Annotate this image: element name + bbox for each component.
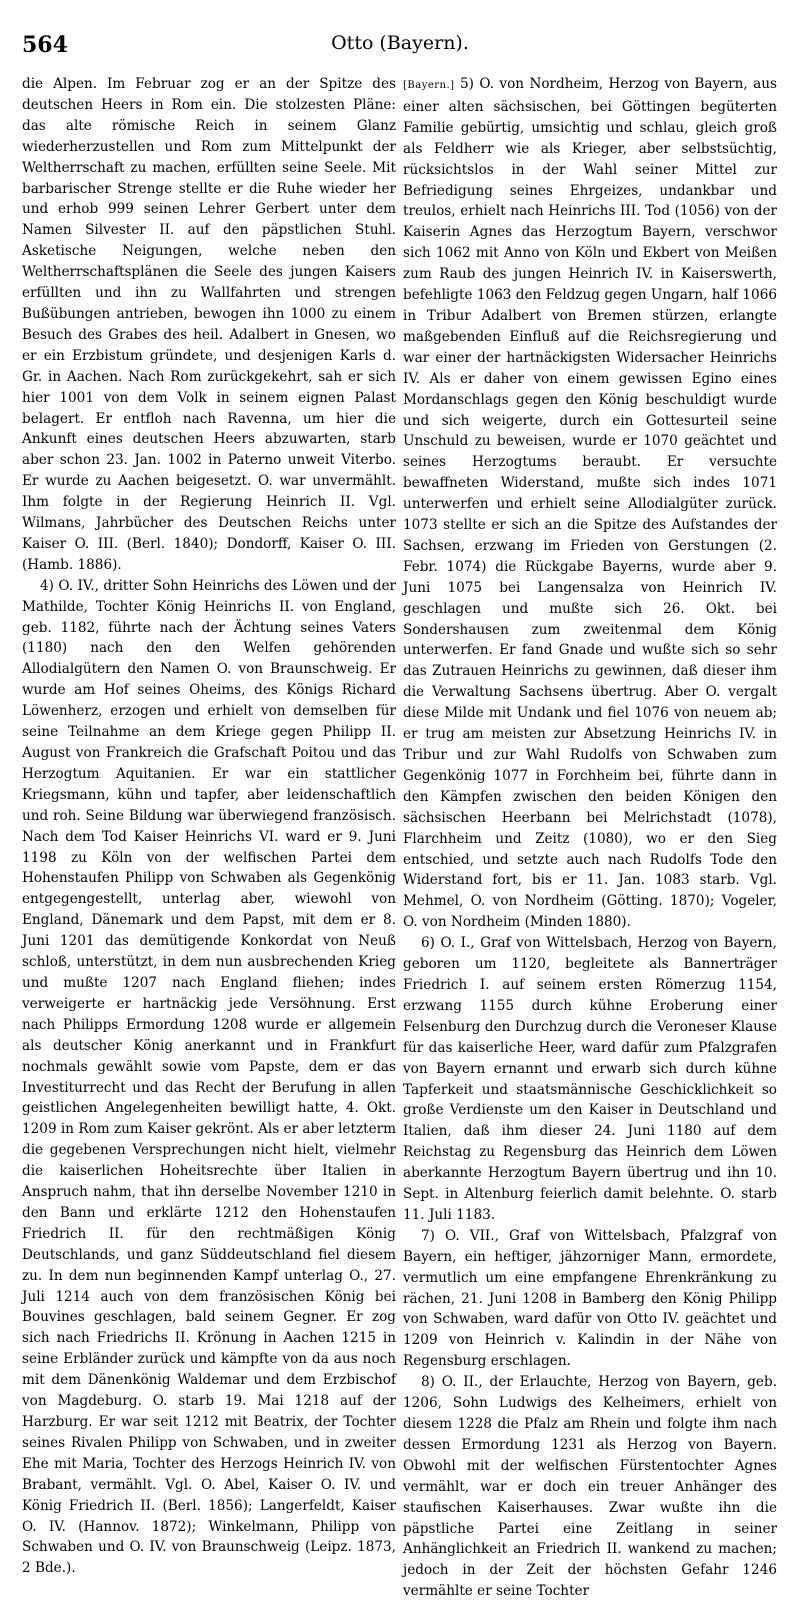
page-header xyxy=(22,32,778,62)
paragraph-otto-von-nordheim xyxy=(403,74,777,933)
margin-label-bayern: [Bayern.] xyxy=(403,80,455,91)
paragraph-otto-i-wittelsbach: 6) O. I., Graf von Wittelsbach, Herzog von Bayern, geboren um 1120, begleitete als Bannerträger Friedrich I. auf seinem ersten Römerzug 1154, erzwang 1155 durch kühne Eroberung einer Felsenburg den Durchzug durch die Veroneser Klause für das kaiserliche Heer, ward dafür zum Pfalzgrafen von Bayern ernannt und erwarb sich durch kühne Tapferkeit und staatsmännische Geschicklichkeit so große Verdienste um den Kaiser in Deutschland und Italien, daß ihm dieser 24. Juni 1180 auf dem Reichstag zu Regensburg das Heinrich dem Löwen aberkannte Herzogtum Bayern übertrug und ihn 10. Sept. in Altenburg feierlich damit belehnte. O. starb 11. Juli 1183. xyxy=(403,935,777,1223)
paragraph-otto-vii-wittelsbach: 7) O. VII., Graf von Wittelsbach, Pfalzgraf von Bayern, ein heftiger, jähzorniger Mann, ermordete, vermutlich um eine empfangene Ehrenkränkung zu rächen, 21. Juni 1208 in Bamberg den König Philipp von Schwaben, ward dafür von Otto IV. geächtet und 1209 von Heinrich v. Kalindin in der Nähe von Regensburg erschlagen. xyxy=(403,1227,777,1370)
paragraph-otto-iii-continued: die Alpen. Im Februar zog er an der Spitze des deutschen Heers in Rom ein. Die stolzesten Pläne: das alte römische Reich in seinem Glanz wiederherzustellen und Rom zum Mittelpunkt der Weltherrschaft zu machen, erfüllten seine Seele. Mit barbarischer Strenge stellte er die Ruhe wieder her und erhob 999 seinen Lehrer Gerbert unter dem Namen Silvester II. auf den päpstlichen Stuhl. Asketische Neigungen, welche neben den Weltherrschaftsplänen die Seele des jungen Kaisers erfüllten und ihn zu Wallfahrten und strengen Bußübungen antrieben, bewogen ihn 1000 zu einem Besuch des Grabes des heil. Adalbert in Gnesen, wo er ein Erzbistum gründete, und desjenigen Karls d. Gr. in Aachen. Nach Rom zurückgekehrt, sah er sich hier 1001 von dem Volk in seinem eignen Palast belagert. Er entfloh nach Ravenna, um hier die Ankunft eines deutschen Heers abzuwarten, starb aber schon 23. Jan. 1002 in Paterno unweit Viterbo. Er wurde zu Aachen beigesetzt. O. war unvermählt. Ihm folgte in der Regierung Heinrich II. Vgl. Wilmans, Jahrbücher des Deutschen Reichs unter Kaiser O. III. (Berl. 1840); Dondorff, Kaiser O. III. (Hamb. 1886). xyxy=(22,76,396,573)
running-head: Otto (Bayern). xyxy=(331,32,469,54)
paragraph-otto-iv: 4) O. IV., dritter Sohn Heinrichs des Löwen und der Mathilde, Tochter König Heinrichs II. von England, geb. 1182, führte nach der Ächtung seines Vaters (1180) nach den den Welfen gehörenden Allodialgütern den Namen O. von Braunschweig. Er wurde am Hof seines Oheims, des Königs Richard Löwenherz, erzogen und erhielt von demselben für seine Teilnahme an dem Kriege gegen Philipp II. August von Frankreich die Grafschaft Poitou und das Herzogtum Aquitanien. Er war ein stattlicher Kriegsmann, kühn und tapfer, aber leidenschaftlich und roh. Seine Bildung war überwiegend französisch. Nach dem Tod Kaiser Heinrichs VI. ward er 9. Juni 1198 zu Köln von der welfischen Partei dem Hohenstaufen Philipp von Schwaben als Gegenkönig entgegengestellt, unterlag aber, wiewohl von England, Dänemark und dem Papst, mit dem er 8. Juni 1201 das demütigende Konkordat von Neuß schloß, unterstützt, in dem nun ausbrechenden Krieg und mußte 1207 nach England fliehen; indes verweigerte er hartnäckig jede Versöhnung. Erst nach Philipps Ermordung 1208 wurde er allgemein als deutscher König anerkannt und in Frankfurt nochmals gewählt sowie vom Papste, dem er das Investiturrecht und das Recht der Berufung in allen geistlichen Angelegenheiten bewilligt hatte, 4. Okt. 1209 in Rom zum Kaiser gekrönt. Als er aber letzterm die gegebenen Versprechungen nicht hielt, vielmehr die kaiserlichen Hoheitsrechte über Italien in Anspruch nahm, that ihn derselbe November 1210 in den Bann und erklärte 1212 den Hohenstaufen Friedrich II. für den rechtmäßigen König Deutschlands, und ganz Süddeutschland fiel diesem zu. In dem nun beginnenden Kampf unterlag O., 27. Juli 1214 auch von dem französischen König bei Bouvines geschlagen, bald seinem Gegner. Er zog sich nach Friedrichs II. Krönung in Aachen 1215 in seine Erbländer zurück und kämpfte von da aus noch mit dem Dänenkönig Waldemar und dem Erzbischof von Magdeburg. O. starb 19. Mai 1218 auf der Harzburg. Er war seit 1212 mit Beatrix, der Tochter seines Rivalen Philipp von Schwaben, und in zweiter Ehe mit Maria, Tochter des Herzogs Heinrich IV. von Brabant, vermählt. Vgl. O. Abel, Kaiser O. IV. und König Friedrich II. (Berl. 1856); Langerfeldt, Kaiser O. IV. (Hannov. 1872); Winkelmann, Philipp von Schwaben und O. IV. von Braunschweig (Leipz. 1873, 2 Bde.). xyxy=(22,577,396,1577)
paragraph-otto-ii-erlauchte: 8) O. II., der Erlauchte, Herzog von Bayern, geb. 1206, Sohn Ludwigs des Kelheimers, erhielt von diesem 1228 die Pfalz am Rhein und folgte ihm nach dessen Ermordung 1231 als Herzog von Bayern. Obwohl mit der welfischen Fürstentochter Agnes vermählt, war er doch ein treuer Anhänger des staufischen Kaiserhauses. Zwar wußte ihn die päpstliche Partei eine Zeitlang in seiner Anhänglichkeit an Friedrich II. wankend zu machen; jedoch in der Zeit der höchsten Gefahr 1246 vermählte er seine Tochter xyxy=(403,1374,777,1600)
page-number: 564 xyxy=(22,32,68,58)
paragraph-otto-von-nordheim-text: 5) O. von Nordheim, Herzog von Bayern, aus einer alten sächsischen, bei Göttingen begüterten Familie gebürtig, umsichtig und schlau, gleich groß als Feldherr wie als Krieger, aber selbstsüchtig, rücksichtslos in der Wahl seiner Mittel zur Befriedigung seines Ehrgeizes, undankbar und treulos, erhielt nach Heinrichs III. Tod (1056) von der Kaiserin Agnes das Herzogtum Bayern, verschwor sich 1062 mit Anno von Köln und Ekbert von Meißen zum Raub des jungen Heinrich IV. in Kaiserswerth, befehligte 1063 den Feldzug gegen Ungarn, half 1066 in Tribur Adalbert von Bremen stürzen, erlangte maßgebenden Einfluß auf die Reichsregierung und war einer der hartnäckigsten Widersacher Heinrichs IV. Als er daher von einem gewissen Egino eines Mordanschlags gegen den König beschuldigt wurde und sich weigerte, durch ein Gottesurteil seine Unschuld zu beweisen, wurde er 1070 geächtet und seines Herzogtums beraubt. Er versuchte bewaffneten Widerstand, mußte sich indes 1071 unterwerfen und erhielt seine Allodialgüter zurück. 1073 stellte er sich an die Spitze des Aufstandes der Sachsen, erzwang im Frieden von Gerstungen (2. Febr. 1074) die Rückgabe Bayerns, wurde aber 9. Juni 1075 bei Langensalza von Heinrich IV. geschlagen und mußte sich 26. Okt. bei Sondershausen zum zweitenmal dem König unterwerfen. Er fand Gnade und wußte sich so sehr das Zutrauen Heinrichs zu gewinnen, daß dieser ihm die Verwaltung Sachsens übertrug. Aber O. vergalt diese Milde mit Undank und fiel 1076 von neuem ab; er trug am meisten zur Absetzung Heinrichs IV. in Tribur und zur Wahl Rudolfs von Schwaben zum Gegenkönig 1077 in Forchheim bei, führte dann in den Kämpfen zwischen den beiden Königen den sächsischen Heerbann bei Melrichstadt (1078), Flarchheim und Zeitz (1080), wo er den Sieg entschied, und setzte auch nach Rudolfs Tode den Widerstand fort, bis er 11. Jan. 1083 starb. Vgl. Mehmel, O. von Nordheim (Götting. 1870); Vogeler, O. von Nordheim (Minden 1880). xyxy=(403,76,777,931)
left-column xyxy=(22,74,396,1577)
right-column xyxy=(403,74,777,1600)
